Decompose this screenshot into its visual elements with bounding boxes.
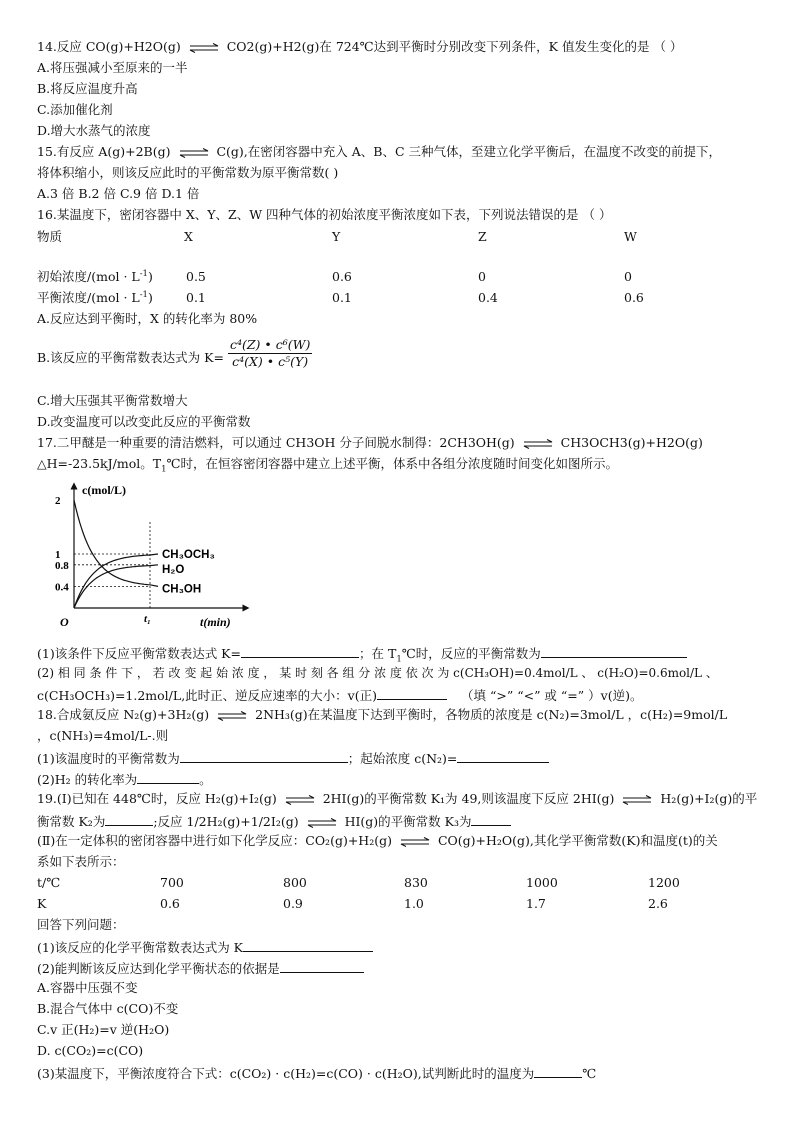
q15-text-a: 15.有反应 A(g)+2B(g) xyxy=(37,144,171,159)
q18-part2-b: 。 xyxy=(199,772,212,787)
q16-row2-x: 0.1 xyxy=(186,290,206,305)
q18-part2 xyxy=(37,769,212,789)
y-tick-label: 0.8 xyxy=(55,559,69,572)
k-row-label: K xyxy=(37,896,47,911)
q19-line2 xyxy=(37,811,511,831)
q16-row1-z: 0 xyxy=(478,269,486,284)
q19-stem xyxy=(37,790,757,808)
q19-option-d: D. c(CO₂)=c(CO) xyxy=(37,1043,144,1058)
q16-header-substance: 物质 xyxy=(37,229,63,244)
fraction-denominator: c⁴(X) • c⁵(Y) xyxy=(232,354,309,369)
q16-row1-y: 0.6 xyxy=(332,269,352,284)
q17-part1 xyxy=(37,643,687,663)
answer-blank[interactable] xyxy=(377,685,447,700)
q19-option-b: B.混合气体中 c(CO)不变 xyxy=(37,1001,179,1016)
y-tick-label: 0.4 xyxy=(55,581,69,594)
q18-stem xyxy=(37,706,727,724)
q16-row2-label-text: 平衡浓度/(mol · L xyxy=(37,290,140,305)
q19-line-i: 系如下表所示： xyxy=(37,854,125,869)
q15-line2: 将体积缩小，则该反应此时的平衡常数为原平衡常数( ) xyxy=(37,165,339,180)
q17-text-d: CH xyxy=(560,435,582,450)
t-header-800: 800 xyxy=(283,875,307,890)
q14-stem xyxy=(37,38,682,56)
q17-text-e: 3OCH xyxy=(581,435,620,450)
q16-row2-w: 0.6 xyxy=(624,290,644,305)
k-expression-fraction xyxy=(228,337,312,370)
q17-line2-a: △H=-23.5kJ/mol。T xyxy=(37,456,162,471)
t-header-830: 830 xyxy=(404,875,428,890)
q19-option-a: A.容器中压强不变 xyxy=(37,980,138,995)
q19-text-b: 2HI(g)的平衡常数 K₁为 49,则该温度下反应 2HI(g) xyxy=(322,791,615,806)
q19-text-g: (Ⅱ)在一定体积的密闭容器中进行如下化学反应：CO₂(g)+H₂(g) xyxy=(37,833,392,848)
q19-part2 xyxy=(37,958,364,978)
q17-part1-d: ℃时，反应的平衡常数为 xyxy=(401,646,541,661)
x-tick-label: t₁ xyxy=(144,613,151,625)
q17-text-f: 3(g)+H xyxy=(619,435,667,450)
q16-stem: 16.某温度下，密闭容器中 X、Y、Z、W 四种气体的初始浓度平衡浓度如下表，下列说法错误的是 （ ） xyxy=(37,207,612,222)
q17-text-c: 3OH(g) xyxy=(467,435,515,450)
q14-option-a: A.将压强减小至原来的一半 xyxy=(37,60,188,75)
series-line xyxy=(74,500,158,586)
answer-blank[interactable] xyxy=(241,643,359,658)
q18-part1 xyxy=(37,748,549,768)
q18-line2: ，c(NH₃)=4mol/L-.则 xyxy=(37,728,169,743)
q16-option-c: C.增大压强其平衡常数增大 xyxy=(37,393,188,408)
equilibrium-arrow-icon xyxy=(285,795,315,805)
equilibrium-arrow-icon xyxy=(400,837,430,847)
q17-text-b: 3OH 分子间脱水制得：2CH xyxy=(306,435,468,450)
q16-header-z: Z xyxy=(478,229,487,244)
q19-text-f: HI(g)的平衡常数 K₃为 xyxy=(344,814,472,829)
answer-blank[interactable] xyxy=(105,811,153,826)
q17-line2 xyxy=(37,455,618,473)
q14-option-c: C.添加催化剂 xyxy=(37,102,113,117)
answer-blank[interactable] xyxy=(457,748,549,763)
q18-text-a: 18.合成氨反应 N₂(g)+3H₂(g) xyxy=(37,707,210,722)
equilibrium-arrow-icon xyxy=(622,795,652,805)
q19-text-h: CO(g)+H₂O(g),其化学平衡常数(K)和温度(t)的关 xyxy=(437,833,718,848)
q16-option-b xyxy=(37,337,312,370)
q19-ask: 回答下列问题： xyxy=(37,917,125,932)
q19-part3 xyxy=(37,1063,596,1083)
q16-row1-x: 0.5 xyxy=(186,269,206,284)
q15-text-b: C(g),在密闭容器中充入 A、B、C 三种气体，至建立化学平衡后，在温度不改变的前提下， xyxy=(216,144,722,159)
q16-header-y: Y xyxy=(332,229,341,244)
answer-blank[interactable] xyxy=(534,1063,582,1078)
k-1000: 1.7 xyxy=(526,896,546,911)
q14-text-a: 14.反应 CO(g)+H xyxy=(37,39,145,54)
q17-part1-b: ；在 T xyxy=(359,646,397,661)
q17-part2b-c: （填 “>” “<” 或 “=” ）v(逆)。 xyxy=(461,688,643,703)
q16-row1-sup: -1 xyxy=(139,268,148,279)
q16-option-b-text: B.该反应的平衡常数表达式为 K= xyxy=(37,350,224,365)
q17-text-a: 17.二甲醚是一种重要的清洁燃料，可以通过 CH xyxy=(37,435,307,450)
q16-header-w: W xyxy=(624,229,637,244)
q19-part3-text: (3)某温度下，平衡浓度符合下式：c(CO₂) · c(H₂)=c(CO) · c(H₂O),试判断此时的温度为 xyxy=(37,1066,535,1081)
q16-row1-label-text: 初始浓度/(mol · L xyxy=(37,269,140,284)
q17-part1-a: (1)该条件下反应平衡常数表达式 K= xyxy=(37,646,241,661)
q19-text-e: ;反应 1/2H₂(g)+1/2I₂(g) xyxy=(153,814,299,829)
q16-row1-label: 初始浓度$/(mol \cdot L^{-1})$ xyxy=(37,268,153,284)
q19-part2-stem xyxy=(37,832,718,850)
q14-option-d: D.增大水蒸气的浓度 xyxy=(37,123,151,138)
q18-text-b: 2NH₃(g)在某温度下达到平衡时，各物质的浓度是 c(N₂)=3mol/L ，c(H₂)=9mol/L xyxy=(255,707,728,722)
equilibrium-arrow-icon xyxy=(179,148,209,158)
q19-text-a: 19.(Ⅰ)已知在 448℃时，反应 H₂(g)+I₂(g) xyxy=(37,791,277,806)
q16-row2-z: 0.4 xyxy=(478,290,498,305)
k-700: 0.6 xyxy=(160,896,180,911)
q16-header-x: X xyxy=(184,229,193,244)
series-label: CH₃OCH₃ xyxy=(162,549,215,561)
q18-part2-a: (2)H₂ 的转化率为 xyxy=(37,772,138,787)
q14-text-c: CO xyxy=(226,39,247,54)
q16-row2-y: 0.1 xyxy=(332,290,352,305)
equilibrium-arrow-icon xyxy=(189,43,219,53)
equilibrium-arrow-icon xyxy=(307,818,337,828)
q18-part1-a: (1)该温度时的平衡常数为 xyxy=(37,751,180,766)
q14-text-e: 2(g)在 724℃达到平衡时分别改变下列条件，K 值发生变化的是 （ ） xyxy=(293,39,683,54)
q15-stem xyxy=(37,143,721,161)
q17-line2-sub: 1 xyxy=(161,464,167,475)
q17-line2-c: ℃时，在恒容密闭容器中建立上述平衡，体系中各组分浓度随时间变化如图所示。 xyxy=(166,456,618,471)
answer-blank[interactable] xyxy=(137,769,199,784)
answer-blank[interactable] xyxy=(541,643,687,658)
origin-label: O xyxy=(60,615,69,629)
q16-option-d: D.改变温度可以改变此反应的平衡常数 xyxy=(37,414,251,429)
k-800: 0.9 xyxy=(283,896,303,911)
series-label: H₂O xyxy=(162,563,185,576)
q16-option-a: A.反应达到平衡时，X 的转化率为 80% xyxy=(37,311,258,326)
q17-part2b xyxy=(37,685,642,705)
q19-part2-text: (2)能判断该反应达到化学平衡状态的依据是 xyxy=(37,961,280,976)
x-axis-label: t(min) xyxy=(200,615,231,629)
q17-part2: (2) 相 同 条 件 下 ， 若 改 变 起 始 浓 度 ， 某 时 刻 各 组 分 浓 度 依 次 为 c(CH₃OH)=0.4mol/L 、 c(H₂O)=0.6mol/L 、 xyxy=(37,666,718,680)
q19-text-c: H₂(g)+I₂(g)的平 xyxy=(660,791,758,806)
t-header-700: 700 xyxy=(160,875,184,890)
q16-row1-w: 0 xyxy=(624,269,632,284)
k-830: 1.0 xyxy=(404,896,424,911)
q19-option-c: C.v 正(H₂)=v 逆(H₂O) xyxy=(37,1022,170,1037)
q14-text-d: 2(g)+H xyxy=(246,39,294,54)
equilibrium-arrow-icon xyxy=(217,711,247,721)
answer-blank[interactable] xyxy=(280,958,364,973)
y-axis-label: c(mol/L) xyxy=(82,483,126,497)
t-header-1200: 1200 xyxy=(648,875,680,890)
concentration-time-chart xyxy=(50,480,250,630)
q17-part2b-a: c(CH₃OCH₃)=1.2mol/L,此时正、逆反应速率的大小：v(正) xyxy=(37,688,377,703)
q17-text-g: 2O(g) xyxy=(666,435,703,450)
fraction-numerator: c⁴(Z) • c⁶(W) xyxy=(229,337,311,352)
q17-part1-sub: 1 xyxy=(396,654,402,665)
y-tick-label: 1 xyxy=(55,549,61,561)
series-line xyxy=(74,554,158,608)
q16-row2-label: 平衡浓度$/(mol \cdot L^{-1})$ xyxy=(37,289,153,305)
t-header-label: t/℃ xyxy=(37,875,61,890)
q14-option-b: B.将反应温度升高 xyxy=(37,81,138,96)
q19-part1 xyxy=(37,937,373,957)
answer-blank[interactable] xyxy=(471,811,511,826)
q19-part3-unit: ℃ xyxy=(582,1066,597,1081)
answer-blank[interactable] xyxy=(180,748,348,763)
q16-row2-sup: -1 xyxy=(139,289,148,300)
q15-options: A.3 倍 B.2 倍 C.9 倍 D.1 倍 xyxy=(37,186,200,201)
answer-blank[interactable] xyxy=(243,937,373,952)
equilibrium-arrow-icon xyxy=(523,439,553,449)
t-header-1000: 1000 xyxy=(526,875,558,890)
k-1200: 2.6 xyxy=(648,896,668,911)
q17-stem xyxy=(37,434,703,452)
q14-text-b: 2O(g) xyxy=(144,39,181,54)
series-label: CH₃OH xyxy=(162,583,202,596)
y-tick-label: 2 xyxy=(55,495,61,507)
q19-text-d: 衡常数 K₂为 xyxy=(37,814,106,829)
q18-part1-b: ；起始浓度 c(N₂)= xyxy=(347,751,458,766)
q19-part1-text: (1)该反应的化学平衡常数表达式为 K xyxy=(37,940,244,955)
